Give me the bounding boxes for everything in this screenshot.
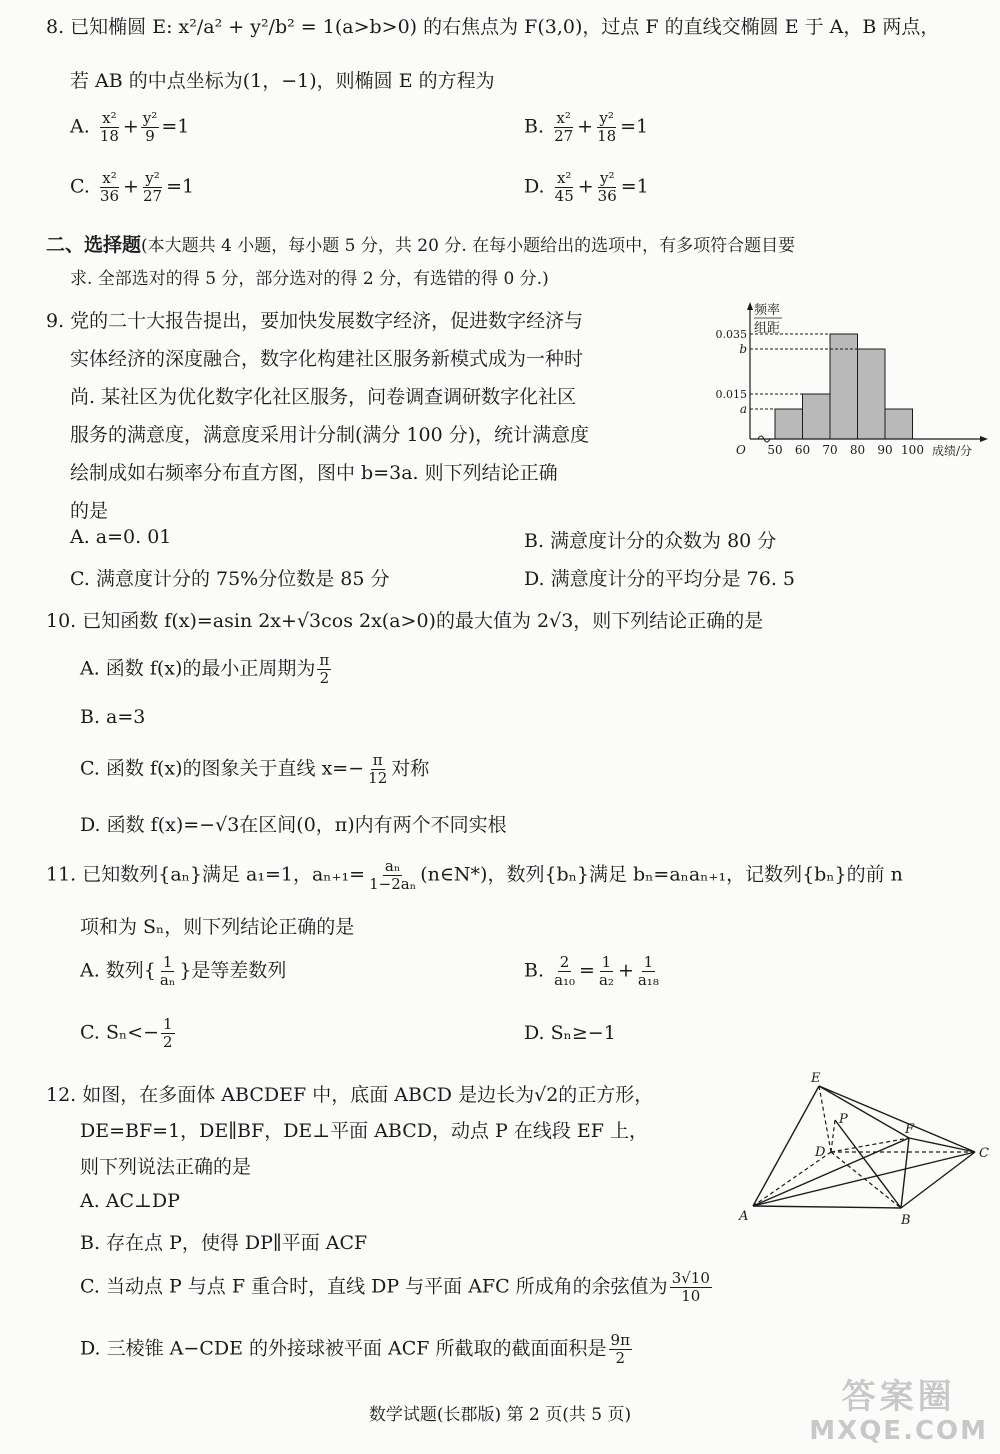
watermark-logo: 答案圈 MXQE.COM bbox=[809, 1377, 988, 1446]
vertex-label-e: E bbox=[811, 1071, 821, 1086]
q8-option-d[interactable]: D. $\frac{\text{x²}}{45}$ + $\frac{\text{y²}}{36}$ =1 bbox=[524, 169, 649, 205]
vertex-label-c: C bbox=[979, 1146, 989, 1161]
q9-line: 的是 bbox=[70, 500, 109, 522]
q11-line2: 项和为 Sₙ，则下列结论正确的是 bbox=[80, 916, 355, 938]
page-footer: 数学试题(长郡版) 第 2 页(共 5 页) bbox=[368, 1405, 632, 1425]
q8-option-a[interactable]: A. $\frac{\text{x²}}{18}$ + $\frac{\text{y²}}{9}$ =1 bbox=[70, 109, 190, 145]
q12-line2: DE=BF=1，DE∥BF，DE⊥平面 ABCD，动点 P 在线段 EF 上， bbox=[80, 1120, 649, 1142]
q12-option-d[interactable]: D. 三棱锥 A−CDE 的外接球被平面 ACF 所截取的截面面积是 $\frac{9\pi}{2}$ bbox=[80, 1331, 630, 1367]
q8-line2: 若 AB 的中点坐标为(1，−1)，则椭圆 E 的方程为 bbox=[70, 70, 495, 92]
q9-stem bbox=[46, 302, 686, 530]
q10-option-a[interactable]: A. 函数 f(x)的最小正周期为 $\frac{\pi}{2}$ bbox=[80, 651, 330, 687]
edge-ef bbox=[819, 1086, 909, 1138]
section2-note-line2: 求. 全部选对的得 5 分，部分选对的得 2 分，有选错的得 0 分.) bbox=[70, 269, 549, 289]
edge-ed bbox=[819, 1086, 831, 1152]
histogram-bar bbox=[858, 349, 886, 439]
q9-line: 绘制成如右频率分布直方图，图中 b=3a. 则下列结论正确 bbox=[70, 462, 558, 484]
q9-option-a[interactable]: A. a=0. 01 bbox=[70, 526, 172, 548]
y-axis-arrow bbox=[747, 302, 753, 310]
y-axis-label-top: 频率 bbox=[754, 303, 781, 318]
q11-option-d[interactable]: D. Sₙ≥−1 bbox=[524, 1022, 616, 1044]
edge-fc bbox=[909, 1138, 975, 1152]
y-tick-label: 0.035 bbox=[715, 328, 747, 341]
x-tick-label: 50 bbox=[767, 443, 783, 457]
frequency-histogram bbox=[715, 298, 995, 468]
q12-option-a[interactable]: A. AC⊥DP bbox=[80, 1190, 180, 1212]
y-tick-label: 0.015 bbox=[715, 388, 747, 401]
edge-fb bbox=[901, 1138, 909, 1208]
edge-pb bbox=[835, 1120, 901, 1208]
x-axis-arrow bbox=[980, 436, 988, 442]
q9-option-c[interactable]: C. 满意度计分的 75%分位数是 85 分 bbox=[70, 568, 390, 590]
edge-dp bbox=[831, 1120, 835, 1152]
edge-df bbox=[831, 1138, 909, 1152]
q9-line: 9. 党的二十大报告提出，要加快发展数字经济，促进数字经济与 bbox=[46, 310, 584, 332]
section2-note-line1: (本大题共 4 小题，每小题 5 分，共 20 分. 在每小题给出的选项中，有多项符合题目要 bbox=[141, 236, 796, 256]
edge-ea bbox=[753, 1086, 819, 1206]
q8-stem-post: 的右焦点为 F(3,0)，过点 F 的直线交椭圆 E 于 A，B 两点， bbox=[423, 16, 940, 38]
q11-option-c[interactable]: C. Sₙ<− $\frac{1}{2}$ bbox=[80, 1015, 173, 1051]
x-tick-label: 70 bbox=[822, 443, 838, 457]
q8-ellipse-equation: E: x²/a² + y²/b² = 1(a>b>0) bbox=[152, 16, 418, 38]
q11-stem: 11. 已知数列{aₙ}满足 a₁=1，aₙ₊₁= $\frac{\text{aₙ}}{\text{1−2aₙ}}$ (n∈N*)，数列{bₙ}满足 bₙ=aₙaₙ₊₁，记数列{bₙ}的前 n bbox=[46, 857, 903, 893]
q10-stem: 10. 已知函数 f(x)=asin 2x+√3cos 2x(a>0)的最大值为 2√3，则下列结论正确的是 bbox=[46, 610, 764, 632]
q11-option-b[interactable]: B. $\frac{2}{\text{a₁₀}}$ = $\frac{1}{\text{a₂}}$ + $\frac{1}{\text{a₁₈}}$ bbox=[524, 953, 659, 989]
q8-stem-pre: 8. 已知椭圆 bbox=[46, 16, 147, 38]
q12-option-b[interactable]: B. 存在点 P，使得 DP∥平面 ACF bbox=[80, 1232, 368, 1254]
vertex-label-d: D bbox=[815, 1145, 826, 1160]
q11-option-a[interactable]: A. 数列{ $\frac{1}{\text{aₙ}}$ }是等差数列 bbox=[80, 953, 287, 989]
y-tick-label: a bbox=[739, 402, 747, 416]
histogram-bar bbox=[885, 409, 913, 439]
vertex-label-p: P bbox=[839, 1112, 848, 1127]
vertex-label-f: F bbox=[905, 1122, 915, 1137]
x-tick-label: 100 bbox=[901, 443, 924, 457]
q8-option-c[interactable]: C. $\frac{\text{x²}}{36}$ + $\frac{\text{y²}}{27}$ =1 bbox=[70, 169, 195, 205]
q8-stem bbox=[46, 12, 939, 39]
q12-line3: 则下列说法正确的是 bbox=[80, 1156, 252, 1178]
q9-option-b[interactable]: B. 满意度计分的众数为 80 分 bbox=[524, 530, 777, 552]
y-tick-label: b bbox=[739, 342, 747, 356]
q8-option-b[interactable]: B. $\frac{\text{x²}}{27}$ + $\frac{\text{y²}}{18}$ =1 bbox=[524, 109, 649, 145]
edge-ab bbox=[753, 1206, 901, 1208]
edge-da bbox=[753, 1152, 831, 1206]
x-tick-label: 90 bbox=[877, 443, 893, 457]
q9-line: 实体经济的深度融合，数字化构建社区服务新模式成为一种时 bbox=[70, 348, 584, 370]
histogram-bar bbox=[830, 334, 858, 439]
q10-option-b[interactable]: B. a=3 bbox=[80, 706, 146, 728]
polyhedron-figure bbox=[735, 1068, 997, 1228]
x-axis-label: 成绩/分 bbox=[932, 444, 973, 458]
x-tick-label: 60 bbox=[794, 443, 811, 457]
origin-label: O bbox=[736, 443, 746, 457]
q9-option-d[interactable]: D. 满意度计分的平均分是 76. 5 bbox=[524, 568, 796, 590]
vertex-label-a: A bbox=[739, 1209, 749, 1224]
q12-line1: 12. 如图，在多面体 ABCDEF 中，底面 ABCD 是边长为√2的正方形， bbox=[46, 1084, 654, 1106]
x-tick-label: 80 bbox=[849, 443, 866, 457]
q9-line: 尚. 某社区为优化数字化社区服务，问卷调查调研数字化社区 bbox=[70, 386, 577, 408]
y-axis-label-bottom: 组距 bbox=[754, 321, 781, 336]
histogram-bar bbox=[803, 394, 831, 439]
section2-header bbox=[46, 230, 795, 257]
q9-line: 服务的满意度，满意度采用计分制(满分 100 分)，统计满意度 bbox=[70, 424, 590, 446]
q10-option-c[interactable]: C. 函数 f(x)的图象关于直线 x=− $\frac{\pi}{12}$ 对称 bbox=[80, 751, 430, 787]
section2-title: 二、选择题 bbox=[46, 234, 142, 256]
vertex-label-b: B bbox=[901, 1213, 911, 1228]
histogram-bar bbox=[775, 409, 803, 439]
q12-option-c[interactable]: C. 当动点 P 与点 F 重合时，直线 DP 与平面 AFC 所成角的余弦值为 $\frac{3√10}{10}$ bbox=[80, 1269, 710, 1305]
q10-option-d[interactable]: D. 函数 f(x)=−√3在区间(0，π)内有两个不同实根 bbox=[80, 814, 507, 836]
